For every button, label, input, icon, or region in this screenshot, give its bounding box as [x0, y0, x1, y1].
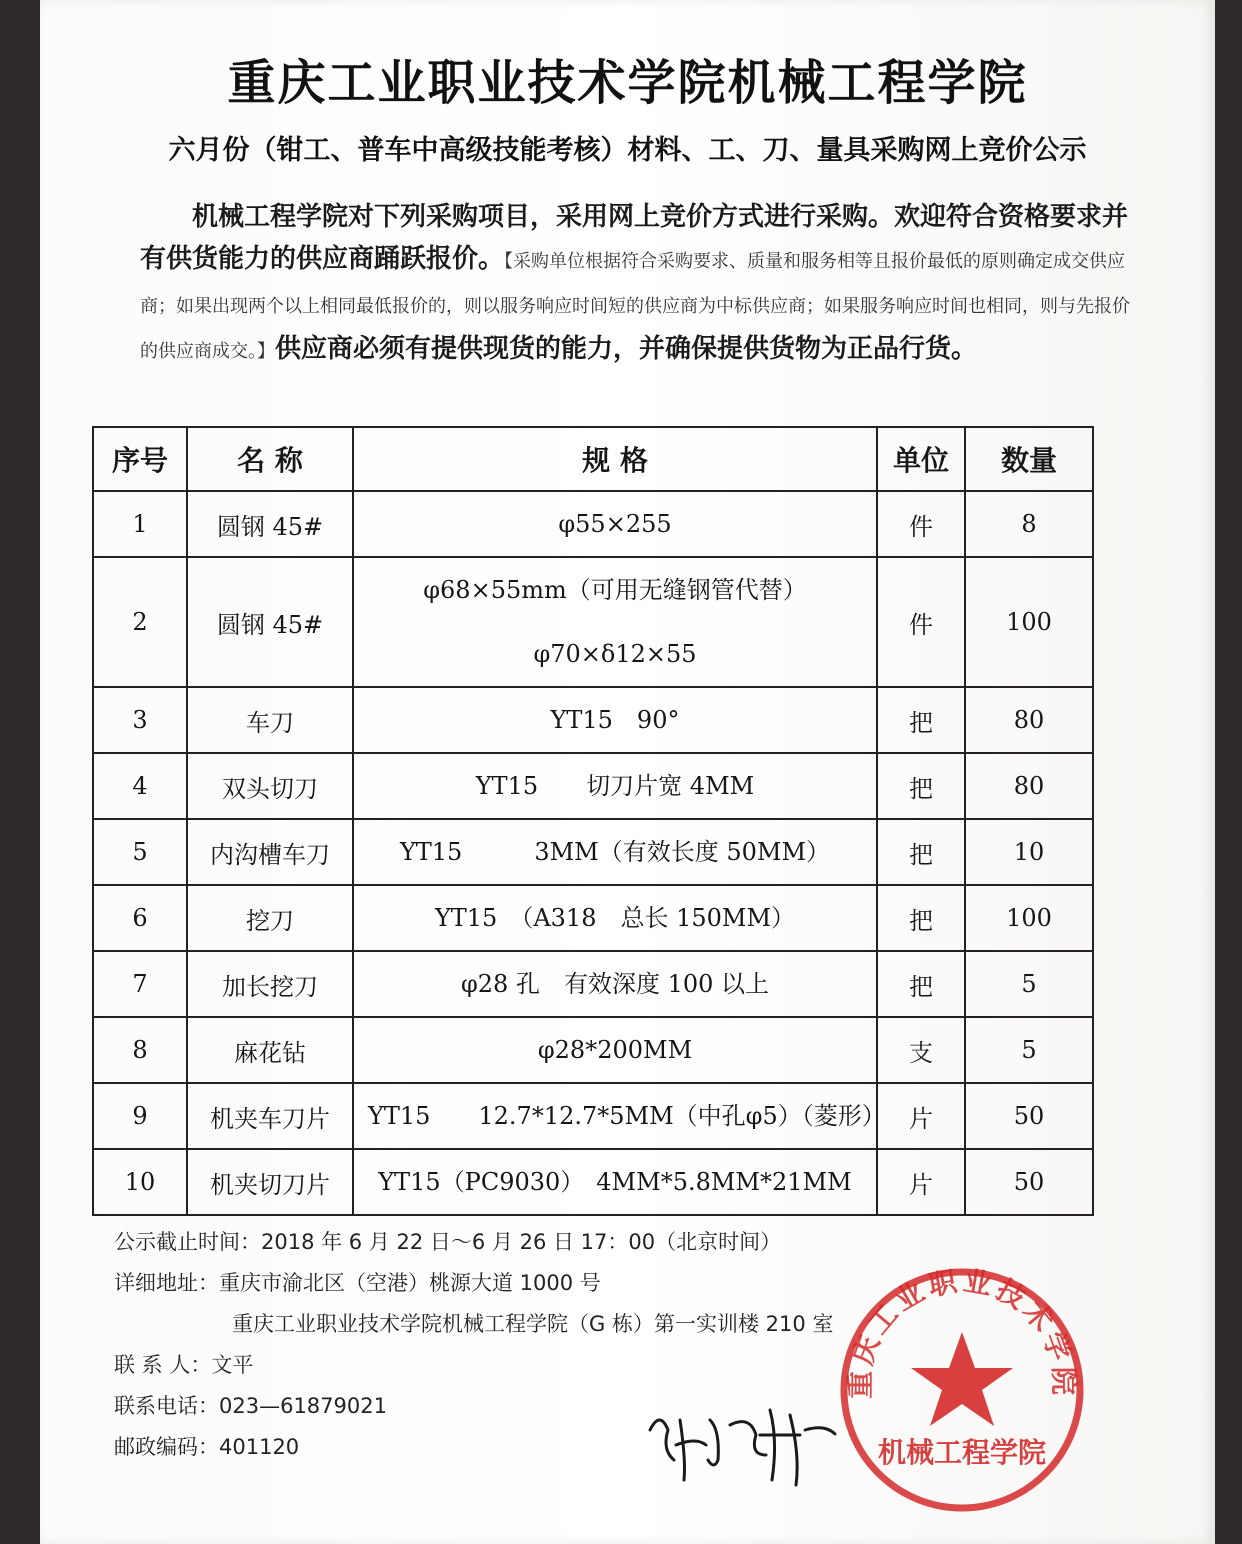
cell-qty: 50 [965, 1083, 1093, 1149]
table-row [93, 1017, 1093, 1083]
cell-name: 机夹车刀片 [187, 1083, 353, 1149]
cell-name: 内沟槽车刀 [187, 819, 353, 885]
cell-name: 挖刀 [187, 885, 353, 951]
table-row [93, 1083, 1093, 1149]
intro-rules: 【采购单位根据符合采购要求、质量和服务相等且报价最低的原则确定成交供应商；如果出现两个以上相同最低报价的，则以服务响应时间短的供应商为中标供应商；如果服务响应时间也相同，则与先报价的供应商成交。】 [140, 251, 1130, 362]
intro-text-2: 供应商必须有提供现货的能力，并确保提供货物为正品行货。 [275, 334, 978, 364]
cell-spec: YT15（PC9030） 4MM*5.8MM*21MM [353, 1149, 877, 1215]
table-row [93, 1149, 1093, 1215]
cell-spec: YT15 3MM（有效长度 50MM） [353, 819, 877, 885]
cell-name: 双头切刀 [187, 753, 353, 819]
cell-name: 圆钢 45# [187, 557, 353, 687]
cell-spec: φ28 孔 有效深度 100 以上 [353, 951, 877, 1017]
cell-unit: 件 [877, 491, 965, 557]
postal-value: 401120 [219, 1435, 300, 1459]
cell-unit: 把 [877, 687, 965, 753]
cell-name: 圆钢 45# [187, 491, 353, 557]
table-row [93, 951, 1093, 1017]
table-row [93, 687, 1093, 753]
intro-text-1: 机械工程学院对下列采购项目，采用网上竞价方式进行采购。欢迎符合资格要求并有供货能力的供应商踊跃报价。 [140, 202, 1129, 274]
address-line-2: 重庆工业职业技术学院机械工程学院（G 栋）第一实训楼 210 室 [232, 1312, 834, 1336]
table-row [93, 753, 1093, 819]
cell-spec [353, 557, 877, 687]
cell-name: 机夹切刀片 [187, 1149, 353, 1215]
cell-no: 9 [93, 1083, 187, 1149]
cell-unit: 把 [877, 885, 965, 951]
table-row [93, 885, 1093, 951]
cell-qty: 5 [965, 1017, 1093, 1083]
procurement-table [92, 426, 1094, 1216]
cell-qty: 50 [965, 1149, 1093, 1215]
document-title: 重庆工业职业技术学院机械工程学院 [227, 55, 1028, 111]
cell-no: 4 [93, 753, 187, 819]
phone-label: 联系电话： [114, 1394, 219, 1418]
cell-spec-line-2: φ70×δ12×55 [533, 640, 697, 668]
cell-no: 6 [93, 885, 187, 951]
cell-unit: 件 [877, 557, 965, 687]
cell-name: 加长挖刀 [187, 951, 353, 1017]
cell-no: 8 [93, 1017, 187, 1083]
document-subtitle: 六月份（钳工、普车中高级技能考核）材料、工、刀、量具采购网上竞价公示 [168, 135, 1087, 166]
cell-no: 2 [93, 557, 187, 687]
cell-qty: 80 [965, 753, 1093, 819]
seal-outer-text: 重庆工业职业技术学院 [843, 1264, 1081, 1399]
cell-qty: 8 [965, 491, 1093, 557]
cell-no: 10 [93, 1149, 187, 1215]
cell-spec: YT15 90° [353, 687, 877, 753]
handwritten-signature [640, 1390, 860, 1490]
header-no: 序号 [93, 427, 187, 491]
table-header-row [93, 427, 1093, 491]
cell-unit: 片 [877, 1083, 965, 1149]
header-unit: 单位 [877, 427, 965, 491]
contact-label: 联 系 人： [114, 1353, 212, 1377]
seal-inner-text: 机械工程学院 [877, 1436, 1047, 1469]
contact-row [114, 1345, 833, 1386]
cell-spec: φ55×255 [353, 491, 877, 557]
cell-spec: YT15 切刀片宽 4MM [353, 753, 877, 819]
cell-qty: 100 [965, 557, 1093, 687]
cell-no: 7 [93, 951, 187, 1017]
cell-qty: 10 [965, 819, 1093, 885]
cell-spec: φ28*200MM [353, 1017, 877, 1083]
cell-no: 5 [93, 819, 187, 885]
cell-unit: 片 [877, 1149, 965, 1215]
header-name: 名 称 [187, 427, 353, 491]
cell-no: 1 [93, 491, 187, 557]
official-seal [832, 1260, 1092, 1520]
deadline-label: 公示截止时间： [114, 1230, 261, 1254]
address-row-2 [114, 1304, 833, 1345]
cell-no: 3 [93, 687, 187, 753]
address-label: 详细地址： [114, 1271, 219, 1295]
table-row [93, 557, 1093, 687]
deadline-value: 2018 年 6 月 22 日～6 月 26 日 17：00（北京时间） [261, 1230, 782, 1254]
header-spec: 规 格 [353, 427, 877, 491]
intro-paragraph [140, 196, 1130, 373]
cell-name: 麻花钻 [187, 1017, 353, 1083]
cell-spec: YT15 12.7*12.7*5MM（中孔φ5）（菱形） [353, 1083, 877, 1149]
postal-label: 邮政编码： [114, 1435, 219, 1459]
cell-qty: 80 [965, 687, 1093, 753]
cell-spec-line-1: φ68×55mm（可用无缝钢管代替） [423, 576, 807, 604]
cell-unit: 把 [877, 819, 965, 885]
address-row [114, 1263, 833, 1304]
cell-qty: 100 [965, 885, 1093, 951]
table-row [93, 819, 1093, 885]
table-row [93, 491, 1093, 557]
cell-unit: 把 [877, 951, 965, 1017]
deadline-row [114, 1222, 833, 1263]
cell-unit: 把 [877, 753, 965, 819]
header-qty: 数量 [965, 427, 1093, 491]
contact-value: 文平 [211, 1353, 254, 1377]
cell-qty: 5 [965, 951, 1093, 1017]
phone-value: 023—61879021 [219, 1394, 387, 1418]
star-icon [911, 1332, 1013, 1426]
cell-spec: YT15 （A318 总长 150MM） [353, 885, 877, 951]
cell-name: 车刀 [187, 687, 353, 753]
cell-unit: 支 [877, 1017, 965, 1083]
address-line-1: 重庆市渝北区（空港）桃源大道 1000 号 [219, 1271, 601, 1295]
